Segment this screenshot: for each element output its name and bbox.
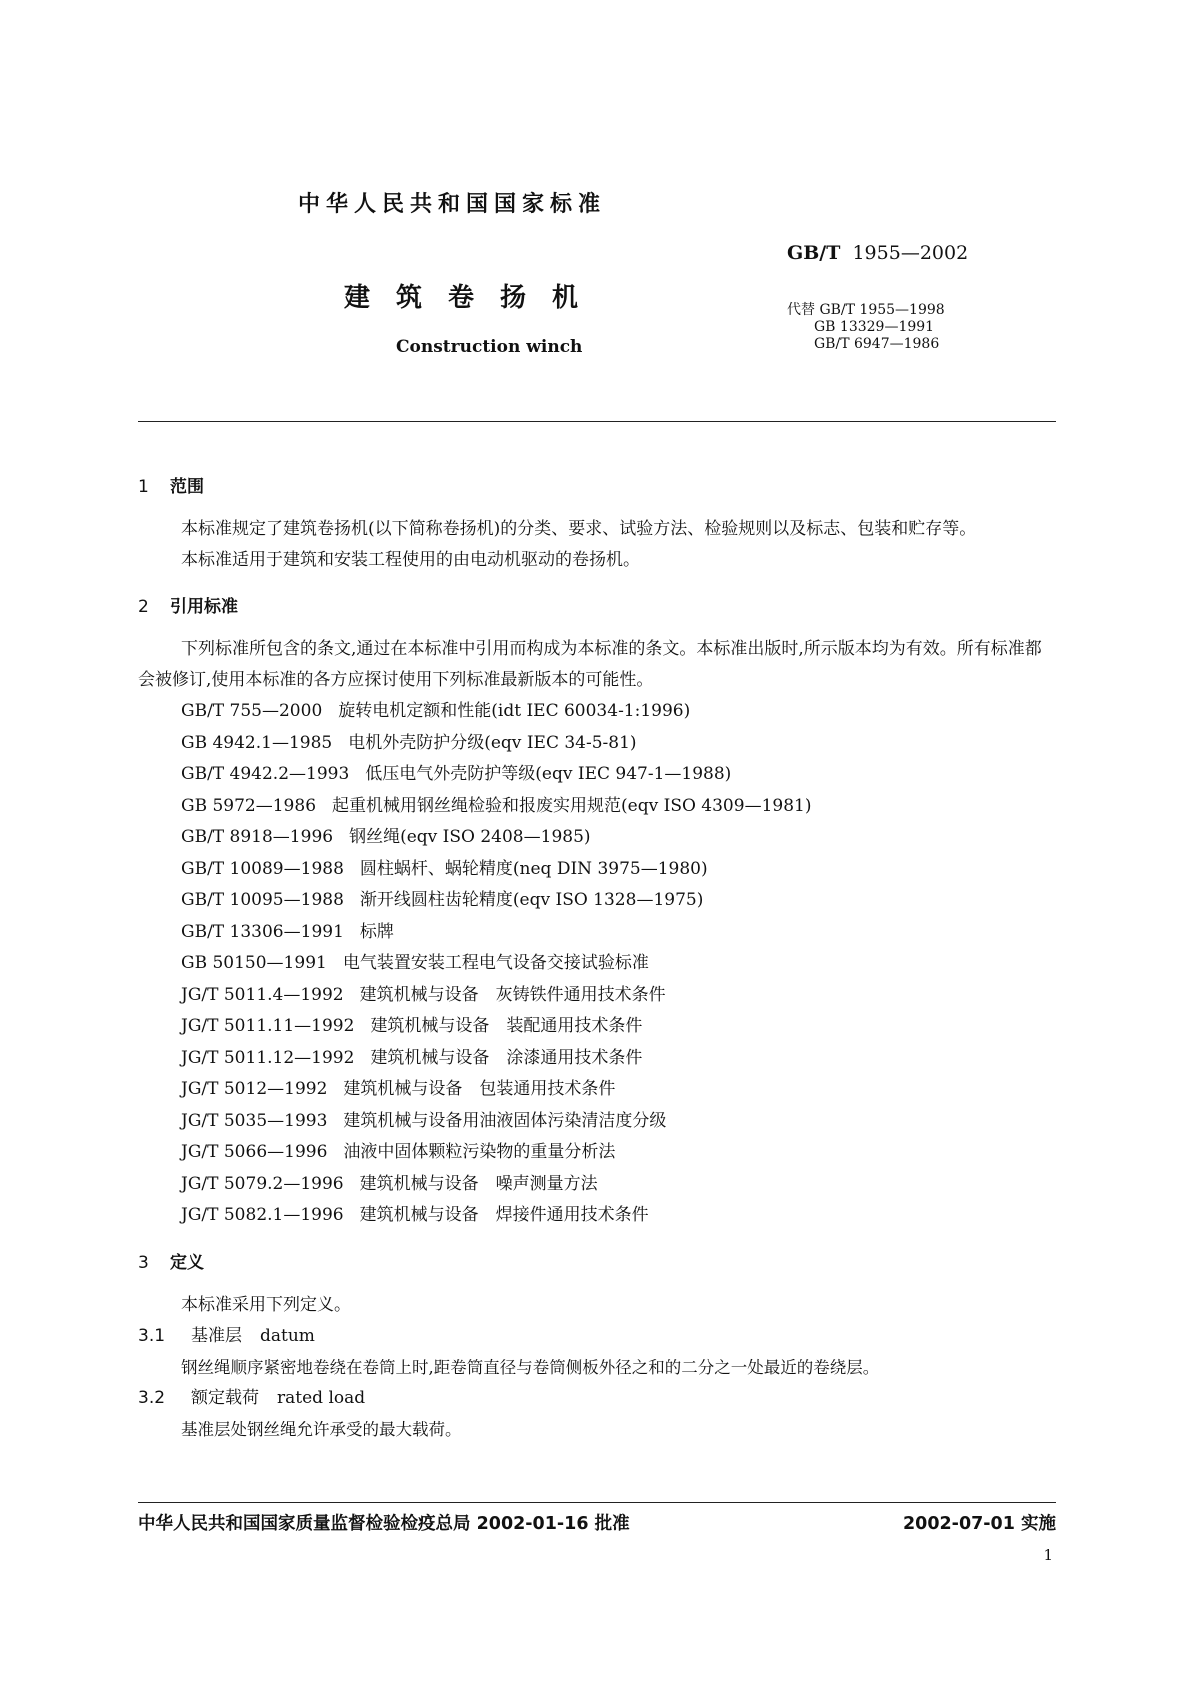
reference-title: 建筑机械与设备用油液固体污染清洁度分级: [343, 1110, 667, 1131]
reference-title: 渐开线圆柱齿轮精度(eqv ISO 1328—1975): [359, 890, 704, 910]
reference-title: 低压电气外壳防护等级(eqv IEC 947-1—1988): [365, 764, 732, 784]
reference-code: GB 4942.1—1985: [181, 732, 333, 753]
reference-code: JG/T 5011.11—1992: [181, 1016, 355, 1036]
reference-item: [181, 759, 1056, 791]
reference-title: 油液中固体颗粒污染物的重量分析法: [343, 1142, 616, 1162]
reference-code: JG/T 5066—1996: [181, 1142, 328, 1162]
term-definition: 基准层处钢丝绳允许承受的最大载荷。: [181, 1419, 462, 1439]
reference-item: [181, 854, 1056, 886]
replaces-line: GB 13329—1991: [814, 319, 935, 335]
reference-title: 电气装置安装工程电气设备交接试验标准: [342, 953, 649, 973]
issuer-approval: 中华人民共和国国家质量监督检验检疫总局 2002-01-16 批准: [138, 1514, 630, 1534]
reference-title: 旋转电机定额和性能(idt IEC 60034-1:1996): [338, 701, 691, 721]
paragraph: 下列标准所包含的条文,通过在本标准中引用而构成为本标准的条文。本标准出版时,所示版本均为有效。所有标准都会被修订,使用本标准的各方应探讨使用下列标准最新版本的可能性。: [138, 639, 1042, 690]
reference-item: [181, 1200, 1056, 1232]
page-number: 1: [1043, 1546, 1053, 1564]
reference-title: 标牌: [359, 921, 394, 942]
reference-code: JG/T 5011.4—1992: [181, 984, 344, 1005]
term-definition: 钢丝绳顺序紧密地卷绕在卷筒上时,距卷筒直径与卷筒侧板外径之和的二分之一处最近的卷绕层。: [181, 1357, 880, 1377]
section-heading-definitions: [138, 1250, 1056, 1276]
reference-title: 建筑机械与设备 涂漆通用技术条件: [370, 1047, 643, 1068]
section-number: 2: [138, 597, 149, 617]
reference-item: [181, 1043, 1056, 1075]
document-body: [138, 474, 1056, 1445]
replaces-block: [787, 302, 945, 353]
reference-title: 建筑机械与设备 装配通用技术条件: [370, 1016, 643, 1036]
reference-item: [181, 1074, 1056, 1106]
section-heading-scope: [138, 474, 1056, 500]
reference-item: [181, 1106, 1056, 1138]
section-title: 范围: [170, 477, 204, 497]
reference-code: JG/T 5035—1993: [181, 1110, 328, 1131]
term-entry: [138, 1383, 1056, 1414]
reference-list: [138, 696, 1056, 1232]
reference-item: [181, 1011, 1056, 1043]
reference-item: [181, 885, 1056, 917]
paragraph: 本标准采用下列定义。: [181, 1294, 351, 1315]
reference-code: GB/T 755—2000: [181, 701, 323, 721]
term-entry: [138, 1321, 1056, 1352]
reference-code: GB/T 10089—1988: [181, 858, 344, 879]
reference-code: GB/T 10095—1988: [181, 890, 344, 910]
section-title: 定义: [170, 1252, 204, 1273]
effective-date: 2002-07-01 实施: [902, 1514, 1056, 1534]
replaces-line: 代替 GB/T 1955—1998: [787, 302, 945, 318]
reference-title: 建筑机械与设备 包装通用技术条件: [343, 1079, 616, 1099]
term-chinese: 基准层: [191, 1325, 242, 1346]
section-heading-references: [138, 594, 1056, 620]
reference-title: 电机外壳防护分级(eqv IEC 34-5-81): [348, 732, 637, 753]
reference-code: JG/T 5079.2—1996: [181, 1173, 344, 1194]
paragraph: 本标准规定了建筑卷扬机(以下简称卷扬机)的分类、要求、试验方法、检验规则以及标志、包装和贮存等。: [181, 519, 977, 539]
reference-code: JG/T 5012—1992: [181, 1079, 328, 1099]
term-number: 3.1: [138, 1325, 166, 1346]
reference-code: JG/T 5011.12—1992: [181, 1047, 355, 1068]
reference-item: [181, 791, 1056, 823]
term-english: rated load: [277, 1387, 366, 1408]
reference-item: [181, 822, 1056, 854]
reference-item: [181, 948, 1056, 980]
term-chinese: 额定载荷: [191, 1387, 259, 1408]
national-standard-title: 中华人民共和国国家标准: [298, 192, 607, 217]
reference-code: GB/T 8918—1996: [181, 827, 334, 847]
reference-code: GB 50150—1991: [181, 953, 327, 973]
reference-title: 建筑机械与设备 噪声测量方法: [359, 1173, 598, 1194]
english-title: Construction winch: [396, 337, 583, 357]
reference-item: [181, 917, 1056, 949]
standard-number: [787, 242, 968, 264]
reference-title: 建筑机械与设备 焊接件通用技术条件: [359, 1205, 649, 1225]
reference-title: 起重机械用钢丝绳检验和报废实用规范(eqv ISO 4309—1981): [332, 795, 812, 816]
reference-item: [181, 1169, 1056, 1201]
reference-code: GB/T 4942.2—1993: [181, 764, 350, 784]
reference-code: JG/T 5082.1—1996: [181, 1205, 344, 1225]
replaces-line: GB/T 6947—1986: [814, 336, 940, 352]
term-english: datum: [260, 1325, 315, 1346]
document-title: 建筑卷扬机: [344, 283, 605, 313]
reference-item: [181, 1137, 1056, 1169]
standard-prefix: GB/T: [787, 242, 841, 264]
header-divider: [138, 421, 1056, 422]
reference-item: [181, 696, 1056, 728]
reference-title: 圆柱蜗杆、蜗轮精度(neq DIN 3975—1980): [359, 858, 708, 879]
section-title: 引用标准: [170, 597, 238, 617]
reference-item: [181, 728, 1056, 760]
standard-code: 1955—2002: [852, 242, 969, 264]
reference-title: 建筑机械与设备 灰铸铁件通用技术条件: [359, 984, 666, 1005]
paragraph: 本标准适用于建筑和安装工程使用的由电动机驱动的卷扬机。: [181, 550, 640, 570]
section-number: 1: [138, 477, 149, 497]
reference-item: [181, 980, 1056, 1012]
footer-divider: [138, 1502, 1056, 1503]
reference-title: 钢丝绳(eqv ISO 2408—1985): [349, 827, 591, 847]
reference-code: GB 5972—1986: [181, 795, 317, 816]
section-number: 3: [138, 1252, 149, 1273]
term-number: 3.2: [138, 1387, 166, 1408]
reference-code: GB/T 13306—1991: [181, 921, 344, 942]
